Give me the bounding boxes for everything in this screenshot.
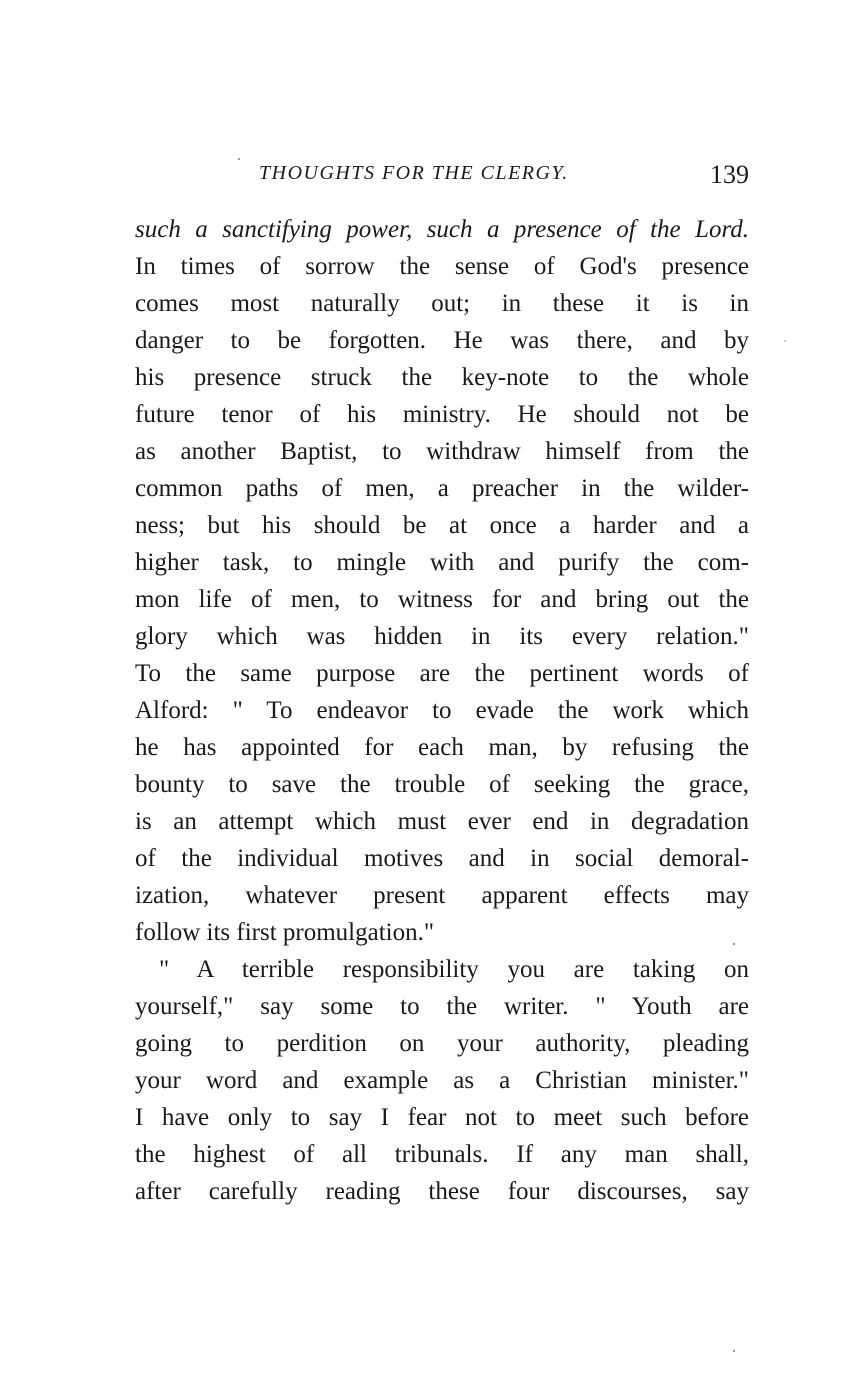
text-line: common paths of men, a preacher in the wilder- bbox=[135, 475, 749, 502]
text-line: ization, whatever present apparent effects may bbox=[135, 882, 749, 909]
running-title: THOUGHTS FOR THE CLERGY. bbox=[259, 162, 569, 184]
body-text bbox=[135, 211, 749, 1210]
text-line: going to perdition on your authority, pleading bbox=[135, 1030, 749, 1057]
print-speck bbox=[238, 158, 240, 160]
text-line: Alford: " To endeavor to evade the work which bbox=[135, 697, 749, 724]
page-number: 139 bbox=[710, 160, 749, 189]
text-line: bounty to save the trouble of seeking the grace, bbox=[135, 771, 749, 798]
text-line: comes most naturally out; in these it is in bbox=[135, 290, 749, 317]
text-line: " A terrible responsibility you are taking on bbox=[159, 956, 749, 983]
text-line: ness; but his should be at once a harder and a bbox=[135, 512, 749, 539]
text-line: of the individual motives and in social demoral- bbox=[135, 845, 749, 872]
text-line: follow its first promulgation." bbox=[135, 919, 435, 946]
print-speck bbox=[784, 340, 786, 342]
text-line: your word and example as a Christian minister." bbox=[135, 1067, 749, 1094]
text-line: is an attempt which must ever end in degradation bbox=[135, 808, 749, 835]
text-line: danger to be forgotten. He was there, and by bbox=[135, 327, 749, 354]
text-line: In times of sorrow the sense of God's presence bbox=[135, 253, 749, 280]
text-line: such a sanctifying power, such a presence of the Lord. bbox=[135, 216, 749, 243]
text-line: the highest of all tribunals. If any man shall, bbox=[135, 1141, 749, 1168]
print-speck bbox=[733, 943, 735, 945]
text-line: as another Baptist, to withdraw himself from the bbox=[135, 438, 749, 465]
running-head bbox=[135, 160, 749, 196]
text-line: yourself," say some to the writer. " Youth are bbox=[135, 993, 749, 1020]
text-line: future tenor of his ministry. He should not be bbox=[135, 401, 749, 428]
text-line: I have only to say I fear not to meet such before bbox=[135, 1104, 749, 1131]
text-line: higher task, to mingle with and purify the com- bbox=[135, 549, 749, 576]
text-line: mon life of men, to witness for and bring out the bbox=[135, 586, 749, 613]
print-speck bbox=[733, 1350, 735, 1352]
text-line: he has appointed for each man, by refusing the bbox=[135, 734, 749, 761]
text-line: after carefully reading these four discourses, say bbox=[135, 1178, 749, 1205]
text-line: his presence struck the key-note to the whole bbox=[135, 364, 749, 391]
text-line: To the same purpose are the pertinent words of bbox=[135, 660, 749, 687]
text-line: glory which was hidden in its every relation." bbox=[135, 623, 749, 650]
